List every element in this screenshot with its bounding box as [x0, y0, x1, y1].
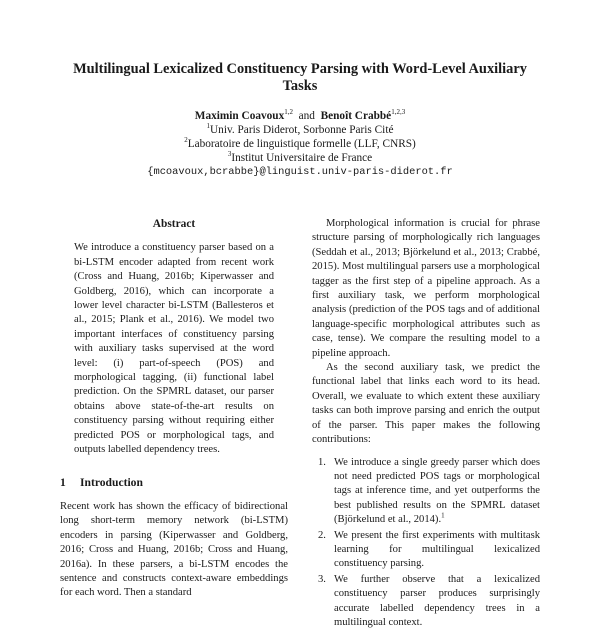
body-paragraph: As the second auxiliary task, we predict the functional label that links each word to its head. Overall, we evaluate to which extent these auxiliary tasks can both improve parsing and enrich the output of the parser. This paper makes the following contributions:: [312, 362, 540, 446]
affiliation-superscript: 2: [184, 136, 188, 145]
affiliation: [100, 123, 500, 137]
affiliation-text: Laboratoire de linguistique formelle (LLF, CNRS): [187, 138, 416, 150]
footnote-marker: 1: [441, 511, 445, 520]
author-line: [100, 109, 500, 123]
author-superscript: 1,2: [284, 108, 293, 117]
affiliation: [100, 137, 500, 151]
list-marker: 1.: [318, 456, 326, 468]
list-marker: 2.: [318, 529, 326, 541]
list-marker: 3.: [318, 573, 326, 585]
list-item-text: We present the first experiments with multitask learning for multilingual lexicalized constituency parsing.: [334, 529, 540, 570]
author-joiner: and: [298, 110, 315, 122]
introduction-paragraph: Recent work has shown the efficacy of bidirectional long short-term memory network (bi-LSTM) encoders in parsing (Kiperwasser and Goldberg, 2016; Cross and Huang, 2016b; Cross and Huang, 2016a). In these parsers, a bi-LSTM encodes the sentence and constructs context-aware embeddings for each word. Then a standard: [60, 500, 288, 599]
list-item: [312, 529, 540, 572]
section-title: Introduction: [80, 475, 143, 489]
paper-title: Multilingual Lexicalized Constituency Parsing with Word-Level Auxiliary Tasks: [73, 61, 527, 94]
contributions-list: [312, 456, 540, 631]
author-email: {mcoavoux,bcrabbe}@linguist.univ-paris-diderot.fr: [147, 166, 453, 178]
affiliation-superscript: 3: [227, 150, 232, 159]
affiliation-text: Institut Universitaire de France: [231, 152, 373, 164]
author-superscript: 1,2,3: [391, 108, 406, 117]
section-heading-introduction: [60, 476, 288, 490]
affiliation: [100, 151, 500, 165]
section-number: 1: [60, 475, 66, 489]
list-item-text: We introduce a single greedy parser which does not need predicted POS tags or morphological tags at inference time, and yet outperforms the best published results on the SPMRL dataset (Björkelund et al., 2014).: [334, 456, 540, 526]
abstract-heading: Abstract: [152, 218, 196, 230]
list-item: [312, 573, 540, 631]
list-item: [312, 456, 540, 528]
affiliation-superscript: 1: [206, 122, 211, 131]
author-name: Maximin Coavoux: [194, 110, 285, 122]
author-block: [100, 109, 500, 179]
affiliation-text: Univ. Paris Diderot, Sorbonne Paris Cité: [210, 124, 394, 136]
abstract-text: We introduce a constituency parser based on a bi-LSTM encoder adapted from recent work (Cross and Huang, 2016b; Kiperwasser and Goldberg, 2016), which can incorporate a lower level character bi-LSTM (Ballesteros et al., 2015; Plank et al., 2016). We model two important interfaces of constituency parsing with auxiliary tasks supervised at the word level: (i) part-of-speech (POS) and morphological tagging, (ii) functional label prediction. On the SPMRL dataset, our parser obtains above state-of-the-art results on constituency parsing without requiring either predicted POS or morphological tags, and outputs labelled dependency trees.: [74, 242, 274, 456]
author-name: Benoît Crabbé: [320, 110, 392, 122]
left-column: [60, 217, 288, 601]
body-paragraph: Morphological information is crucial for phrase structure parsing of morphologically rich languages (Seddah et al., 2013; Björkelund et al., 2013; Crabbé, 2015). Most multilingual parsers use a morphological tagger as the first step of a pipeline approach. As a first auxiliary task, we perform morphological analysis (prediction of the POS tags and of additional language-specific morphological attributes such as case, tense). We compare the resulting model to a pipeline approach.: [312, 218, 540, 359]
list-item-text: We further observe that a lexicalized constituency parser produces surprisingly accurate labelled dependency trees in a multilingual context.: [334, 573, 540, 628]
right-column: [312, 217, 540, 631]
